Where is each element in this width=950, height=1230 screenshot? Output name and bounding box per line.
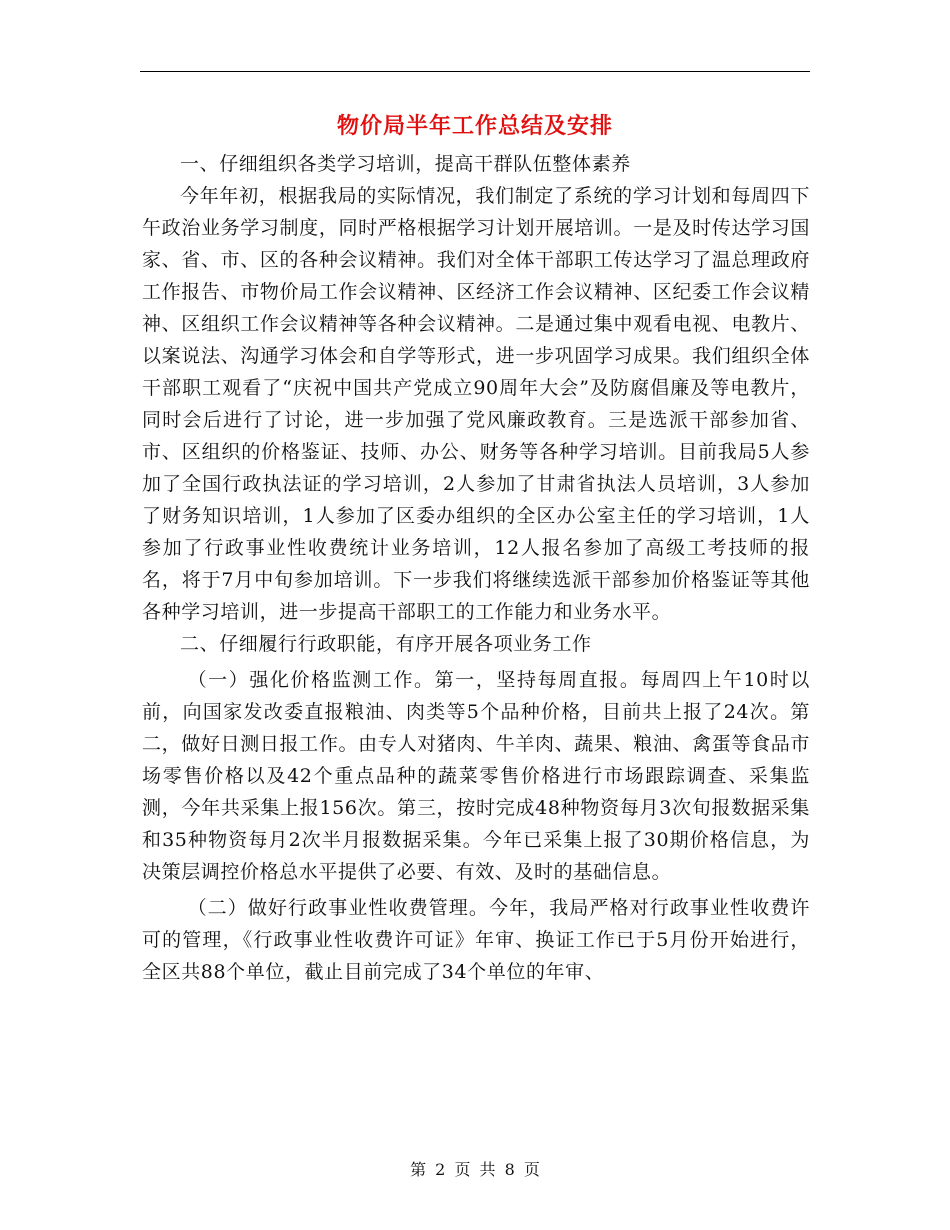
page-footer: 第 2 页 共 8 页 xyxy=(410,1160,540,1179)
paragraph-2: （一）强化价格监测工作。第一，坚持每周直报。每周四上午10时以前，向国家发改委直报粮油、肉类等5个品种价格，目前共上报了24次。第二，做好日测日报工作。由专人对猪肉、牛羊肉、蔬果、粮油、禽蛋等食品市场零售价格以及42个重点品种的蔬菜零售价格进行市场跟踪调查、采集监测，今年共采集上报156次。第三，按时完成48种物资每月3次旬报数据采集和35种物资每月2次半月报数据采集。今年已采集上报了30期价格信息，为决策层调控价格总水平提供了必要、有效、及时的基础信息。 xyxy=(142,669,810,883)
document-body xyxy=(142,148,810,988)
header-rule xyxy=(140,71,810,72)
document-title: 物价局半年工作总结及安排 xyxy=(336,113,613,139)
section-heading-1: 一、仔细组织各类学习培训，提高干群队伍整体素养 xyxy=(180,153,631,175)
section-heading-2: 二、仔细履行行政职能，有序开展各项业务工作 xyxy=(180,633,592,655)
paragraph-1: 今年年初，根据我局的实际情况，我们制定了系统的学习计划和每周四下午政治业务学习制度，同时严格根据学习计划开展培训。一是及时传达学习国家、省、市、区的各种会议精神。我们对全体干部职工传达学习了温总理政府工作报告、市物价局工作会议精神、区经济工作会议精神、区纪委工作会议精神、区组织工作会议精神等各种会议精神。二是通过集中观看电视、电教片、以案说法、沟通学习体会和自学等形式，进一步巩固学习成果。我们组织全体干部职工观看了“庆祝中国共产党成立90周年大会”及防腐倡廉及等电教片，同时会后进行了讨论，进一步加强了党风廉政教育。三是选派干部参加省、市、区组织的价格鉴证、技师、办公、财务等各种学习培训。目前我局5人参加了全国行政执法证的学习培训，2人参加了甘肃省执法人员培训，3人参加了财务知识培训，1人参加了区委办组织的全区办公室主任的学习培训，1人参加了行政事业性收费统计业务培训，12人报名参加了高级工考技师的报名，将于7月中旬参加培训。下一步我们将继续选派干部参加价格鉴证等其他各种学习培训，进一步提高干部职工的工作能力和业务水平。 xyxy=(142,185,810,623)
paragraph-3: （二）做好行政事业性收费管理。今年，我局严格对行政事业性收费许可的管理，《行政事业性收费许可证》年审、换证工作已于5月份开始进行，全区共88个单位，截止目前完成了34个单位的年审、 xyxy=(142,897,810,983)
